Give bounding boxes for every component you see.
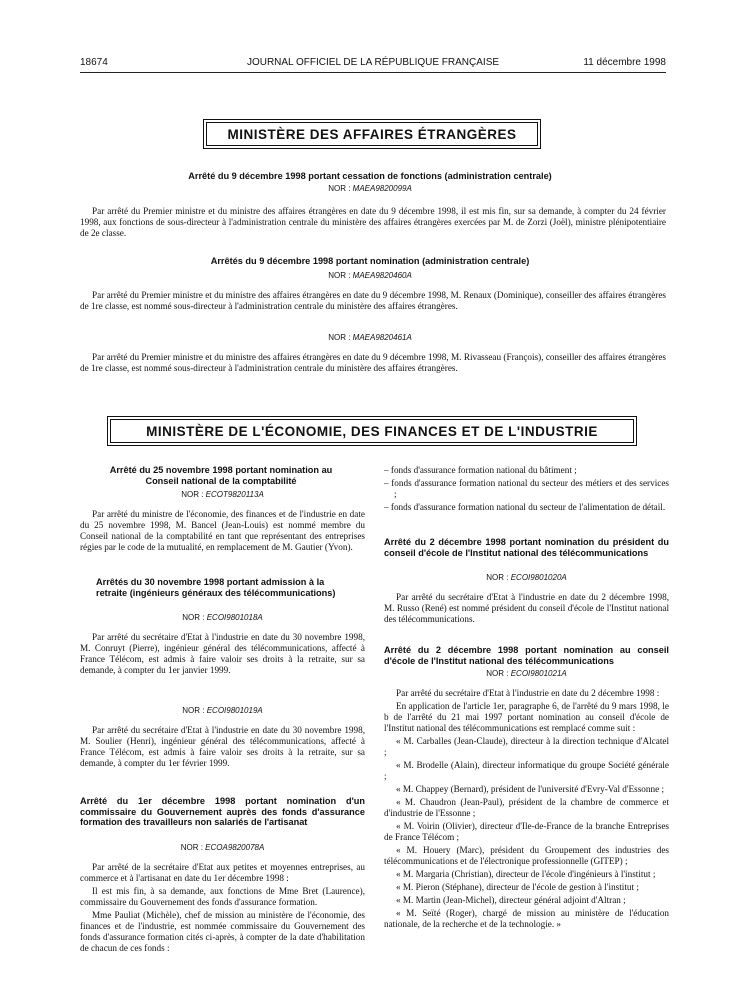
nor-code: ECOA9820078A — [205, 843, 265, 852]
nor-label: NOR : — [328, 271, 351, 280]
decree-text: Par arrêté du Premier ministre et du ministre des affaires étrangères en date du 9 décembre 1998, il est mis fin, sur sa demande, à compter du 24 février 1998, aux fonctions de sous-directeur à l'administration centrale du ministère des affaires étrangères exercées par M. de Zorzi (Joël), ministre plénipotentiaire de 2e classe. — [80, 206, 666, 238]
ministry-heading-box — [203, 119, 541, 149]
paragraph: Il est mis fin, à sa demande, aux fonctions de Mme Bret (Laurence), commissaire du Gouvernement des fonds d'assurance formation. — [80, 886, 365, 907]
list-item: – fonds d'assurance formation national du secteur de l'alimentation de détail. — [384, 502, 666, 512]
decree-body — [384, 688, 669, 932]
paragraph: Par arrêté de la secrétaire d'Etat aux petites et moyennes entreprises, au commerce et à l'artisanat en date du 1er décembre 1998 : — [80, 862, 365, 883]
nor-reference — [80, 706, 365, 715]
paragraph: Par arrêté du ministre de l'économie, des finances et de l'industrie en date du 25 novembre 1998, M. Bancel (Jean-Louis) est nommé membre du Conseil national de la comptabilité en tant que représentant des entreprises régies par le code de la mutualité, en remplacement de M. Gautier (Yvon). — [80, 509, 365, 552]
member-entry: « M. Pieron (Stéphane), directeur de l'école de gestion à l'institut ; — [396, 882, 639, 892]
list-item: – fonds d'assurance formation national du bâtiment ; — [384, 465, 577, 475]
nor-label: NOR : — [182, 613, 205, 622]
decree-body — [80, 862, 365, 956]
member-entry: « M. Chappey (Bernard), président de l'université d'Evry-Val d'Essonne ; — [396, 784, 665, 794]
nor-label: NOR : — [181, 490, 204, 499]
paragraph: Par arrêté du secrétaire d'Etat à l'industrie en date du 2 décembre 1998, M. Russo (René) est nommé président du conseil d'école de l'Institut national des télécommunications. — [384, 592, 669, 624]
nor-label: NOR : — [182, 706, 205, 715]
ministry-heading: MINISTÈRE DES AFFAIRES ÉTRANGÈRES — [206, 122, 538, 146]
nor-code: ECOI9801019A — [206, 706, 263, 715]
list-item: – fonds d'assurance formation national du secteur des métiers et des services ; — [384, 478, 669, 499]
paragraph: Par arrêté du secrétaire d'Etat à l'industrie en date du 2 décembre 1998 : — [396, 688, 660, 698]
nor-label: NOR : — [328, 184, 351, 193]
nor-reference — [384, 573, 669, 582]
page-number: 18674 — [80, 57, 108, 68]
decree-text: Par arrêté du Premier ministre et du ministre des affaires étrangères en date du 9 décembre 1998, M. Rivasseau (François), conseiller des affaires étrangères de 1re classe, est nommé sous-directeur à l'administration centrale du ministère des affaires étrangères. — [80, 352, 666, 373]
member-entry: « M. Brodelle (Alain), directeur informatique du groupe Société générale ; — [384, 760, 669, 781]
header-rule — [80, 72, 666, 73]
decree-body — [80, 725, 365, 771]
nor-reference — [80, 843, 365, 852]
section-title: Arrêté du 25 novembre 1998 portant nomination au Conseil national de la comptabilité — [109, 465, 333, 486]
ministry-heading-box — [107, 416, 637, 446]
member-entry: « M. Chaudron (Jean-Paul), président de la chambre de commerce et d'industrie de l'Essonne ; — [384, 797, 669, 818]
section-title: Arrêté du 1er décembre 1998 portant nomination d'un commissaire du Gouvernement auprès des fonds d'assurance formation des travailleurs non salariés de l'artisanat — [80, 796, 365, 827]
nor-reference — [90, 271, 650, 280]
section-title: Arrêté du 9 décembre 1998 portant cessation de fonctions (administration centrale) — [188, 171, 552, 181]
decree-body — [80, 509, 365, 555]
nor-label: NOR : — [486, 669, 509, 678]
paragraph: Mme Pauliat (Michèle), chef de mission au ministère de l'économie, des finances et de l'industrie, est nommée commissaire du Gouvernement des fonds d'assurance formation cités ci-après, à compter de la date d'habilitation de chacun de ces fonds : — [80, 910, 365, 953]
nor-reference — [90, 333, 650, 342]
nor-code: MAEA9820461A — [352, 333, 412, 342]
member-entry: « M. Martin (Jean-Michel), directeur général adjoint d'Altran ; — [396, 895, 626, 905]
running-header — [80, 57, 666, 71]
nor-code: ECOT9820113A — [205, 490, 264, 499]
nor-code: MAEA9820460A — [352, 271, 412, 280]
member-entry: « M. Margaria (Christian), directeur de l'école d'ingénieurs à l'institut ; — [396, 869, 656, 879]
nor-code: ECOI9801018A — [206, 613, 263, 622]
paragraph: Par arrêté du secrétaire d'Etat à l'industrie en date du 30 novembre 1998, M. Conruyt (Pierre), ingénieur général des télécommunications, affecté à France Télécom, est admis à faire valoir ses droits à la retraite, sur sa demande, à compter du 1er janvier 1999. — [80, 632, 365, 675]
ministry-heading: MINISTÈRE DE L'ÉCONOMIE, DES FINANCES ET DE L'INDUSTRIE — [110, 419, 634, 443]
member-entry: « M. Houery (Marc), président du Groupement des industries des télécommunications et de l'électronique professionnelle (GITEP) ; — [384, 845, 669, 866]
section-title: Arrêtés du 9 décembre 1998 portant nomination (administration centrale) — [210, 256, 530, 266]
section-title: Arrêté du 2 décembre 1998 portant nomination au conseil d'école de l'Institut national des télécommunications — [384, 645, 669, 666]
decree-body — [384, 592, 669, 627]
paragraph: Par arrêté du secrétaire d'Etat à l'industrie en date du 30 novembre 1998, M. Soulier (Henri), ingénieur général des télécommunications, affecté à France Télécom, est admis à faire valoir ses droits à la retraite, sur sa demande, à compter du 1er février 1999. — [80, 725, 365, 768]
issue-date: 11 décembre 1998 — [583, 57, 666, 68]
nor-reference — [80, 490, 365, 499]
nor-label: NOR : — [486, 573, 509, 582]
nor-label: NOR : — [180, 843, 203, 852]
section-title: Arrêté du 2 décembre 1998 portant nomination du président du conseil d'école de l'Institut national des télécommunications — [384, 537, 669, 558]
section-title: Arrêtés du 30 novembre 1998 portant admission à la retraite (ingénieurs généraux des télécommunications) — [96, 577, 336, 598]
nor-label: NOR : — [328, 333, 351, 342]
paragraph: En application de l'article 1er, paragraphe 6, de l'arrêté du 9 mars 1998, le b de l'arrêté du 21 mai 1997 portant nomination au conseil d'école de l'Institut national des télécommunications est remplacé comme suit : — [384, 701, 669, 733]
member-entry: « M. Voirin (Olivier), directeur d'Ile-de-France de la branche Entreprises de France Télécom ; — [384, 821, 669, 842]
member-entry: « M. Carballes (Jean-Claude), directeur à la direction technique d'Alcatel ; — [384, 736, 669, 757]
decree-body — [80, 632, 365, 678]
nor-code: MAEA9820099A — [352, 184, 412, 193]
nor-code: ECOI9801021A — [510, 669, 567, 678]
fund-list — [384, 465, 669, 515]
nor-reference — [80, 613, 365, 622]
nor-reference — [90, 184, 650, 193]
member-entry: « M. Seïté (Roger), chargé de mission au ministère de l'éducation nationale, de la recherche et de la technologie. » — [384, 908, 669, 929]
journal-title: JOURNAL OFFICIEL DE LA RÉPUBLIQUE FRANÇAISE — [246, 57, 500, 68]
nor-code: ECOI9801020A — [510, 573, 567, 582]
nor-reference — [384, 669, 669, 678]
decree-text: Par arrêté du Premier ministre et du ministre des affaires étrangères en date du 9 décembre 1998, M. Renaux (Dominique), conseiller des affaires étrangères de 1re classe, est nommé sous-directeur à l'administration centrale du ministère des affaires étrangères. — [80, 290, 666, 311]
